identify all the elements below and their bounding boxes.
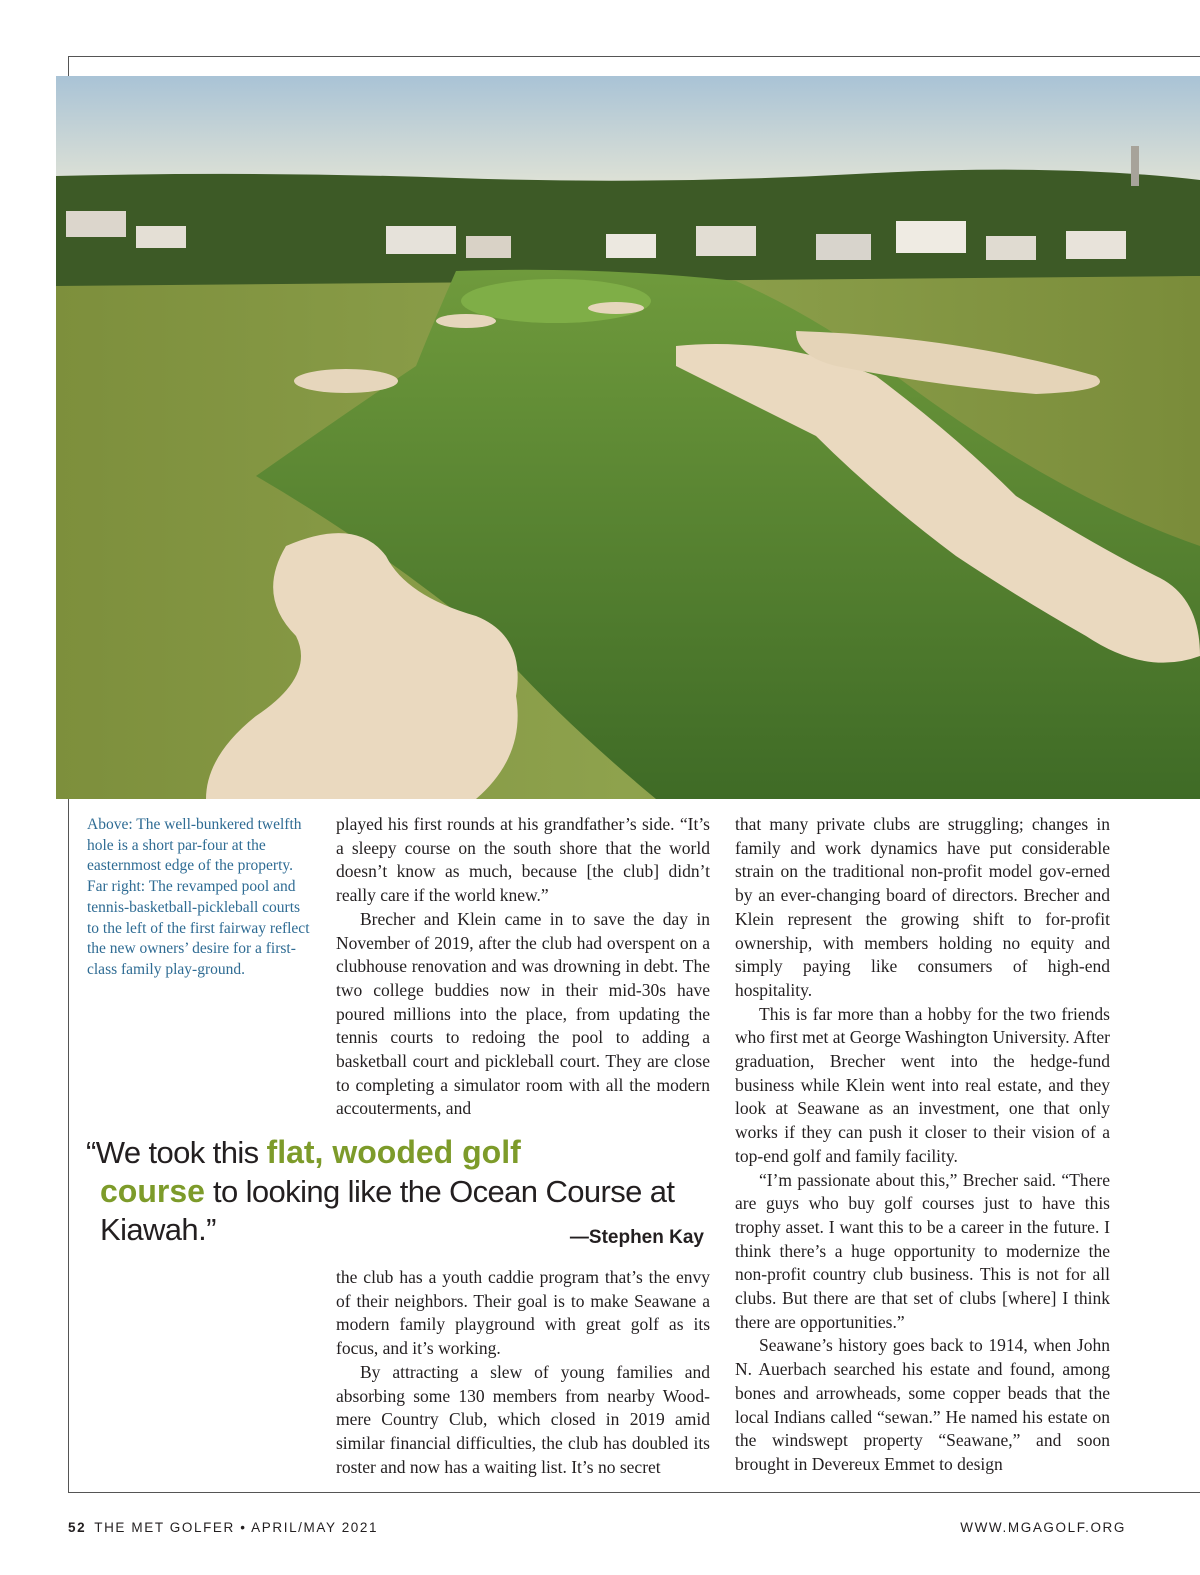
photo-caption: Above: The well-bunkered twelfth hole is a short par-four at the easternmost edge of the property. Far right: The revamped pool and tennis-basketball-pickleball courts to the left of the first fairway reflect the new owners’ desire for a first-class family play-ground. xyxy=(87,816,310,978)
page-frame-bottom-rule xyxy=(68,1492,1200,1493)
photo-illustration xyxy=(56,76,1200,799)
paragraph: that many private clubs are struggling; changes in family and work dynamics have put considerable strain on the traditional non-profit model gov-erned by an ever-changing board of directors. Brecher and Klein represent the growing shift to for-profit ownership, with members holding no equity and simply paying like consumers of high-end hospitality. xyxy=(735,814,1110,1000)
green xyxy=(461,279,651,323)
publication-name: THE MET GOLFER • APRIL/MAY 2021 xyxy=(94,1520,379,1535)
paragraph: Seawane’s history goes back to 1914, when John N. Auerbach searched his estate and found, among bones and arrowheads, some copper beads that the local Indians called “sewan.” He named his estate on the windswept property “Seawane,” and soon brought in Devereux Emmet to design xyxy=(735,1335,1110,1474)
pull-quote-open: “We took this xyxy=(86,1135,267,1170)
page-footer-folio xyxy=(68,1520,378,1535)
pull-quote-rest: to looking like the Ocean Course at xyxy=(204,1174,675,1209)
paragraph: This is far more than a hobby for the two friends who first met at George Washington University. After graduation, Brecher went into the hedge-fund business while Klein went into real estate, and they look at Seawane as an investment, one that only works if they can push it closer to their vision of a top-end golf and family facility. xyxy=(735,1003,1110,1166)
sky xyxy=(56,76,1200,186)
pull-quote-highlight-1: flat, wooded golf xyxy=(266,1134,521,1170)
website-url: WWW.MGAGOLF.ORG xyxy=(960,1520,1126,1535)
page-number: 52 xyxy=(68,1520,87,1535)
bunker-small-2 xyxy=(436,314,496,328)
bunker-small-3 xyxy=(588,302,644,314)
paragraph: “I’m passionate about this,” Brecher said. “There are guys who buy golf courses just to have this trophy asset. I want this to be a career in the future. I think there’s a huge opportunity to modernize the non-profit country club business. This is not for all clubs. But there are that set of clubs [where] I think there are opportunities.” xyxy=(735,1169,1110,1332)
smokestack xyxy=(1131,146,1139,186)
bunker-small-1 xyxy=(294,369,398,393)
paragraph: the club has a youth caddie program that’s the envy of their neighbors. Their goal is to make Seawane a modern family playground with great golf as its focus, and it’s working. xyxy=(336,1267,710,1359)
article-column-1-top xyxy=(336,813,710,1121)
pull-quote xyxy=(86,1133,716,1249)
paragraph: played his first rounds at his grandfather’s side. “It’s a sleepy course on the south shore that the world doesn’t know as much, because [the club] didn’t really care if the world knew.” xyxy=(336,814,710,906)
pull-quote-highlight-2: course xyxy=(100,1173,205,1209)
pull-quote-line-2 xyxy=(86,1172,716,1211)
article-column-2 xyxy=(735,813,1110,1477)
aerial-golf-hole-photo xyxy=(56,76,1200,799)
article-column-1-bottom xyxy=(336,1266,710,1479)
pull-quote-attribution: —Stephen Kay xyxy=(569,1227,704,1248)
paragraph: Brecher and Klein came in to save the day in November of 2019, after the club had overspent on a clubhouse renovation and was drowning in debt. The two college buddies now in their mid-30s have poured millions into the place, from updating the tennis courts to redoing the pool to adding a basketball court and pickleball court. They are close to completing a simulator room with all the modern accouterments, and xyxy=(336,908,710,1119)
paragraph: By attracting a slew of young families and absorbing some 130 members from nearby Wood-mere Country Club, which closed in 2019 amid similar financial difficulties, the club has doubled its roster and now has a waiting list. It’s no secret xyxy=(336,1361,710,1477)
page-frame-top-rule xyxy=(68,56,1200,57)
pull-quote-line-3: Kiawah.” xyxy=(100,1212,216,1247)
